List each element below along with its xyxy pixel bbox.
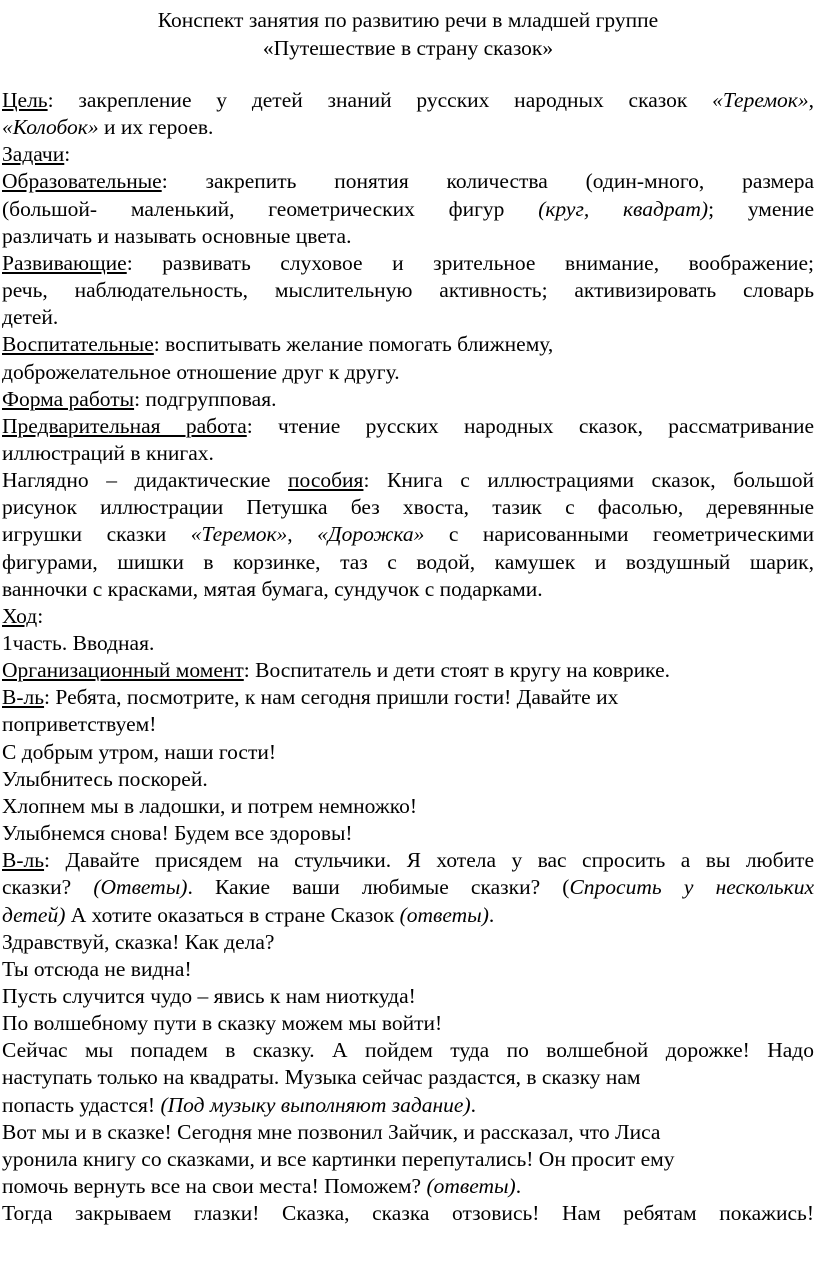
section-label: Образовательные [2, 169, 162, 194]
text-line [2, 86, 814, 114]
text-line [2, 222, 814, 250]
text-line [2, 873, 814, 901]
text-line [2, 602, 814, 630]
text-line [2, 955, 814, 983]
text-line [2, 548, 814, 576]
text-segment: : [37, 603, 44, 628]
text-segment: доброжелательное отношение друг к другу. [2, 359, 400, 384]
text-line [2, 1063, 814, 1091]
text-segment: : Ребята, посмотрите, к нам сегодня пришли гости! Давайте их [44, 685, 619, 710]
section-label: пособия [288, 468, 364, 493]
text-line [2, 520, 814, 548]
section-label: Задачи [2, 142, 65, 167]
section-label: Цель [2, 88, 48, 112]
italic-text: детей) [2, 902, 66, 927]
text-segment: : Книга с иллюстрациями сказок, большой [363, 468, 815, 493]
text-segment: сказки? [2, 875, 94, 900]
text-segment: : чтение русских народных сказок, рассматривание [246, 413, 814, 438]
text-line [2, 412, 814, 440]
document-title-line-2: «Путешествие в страну сказок» [262, 36, 554, 60]
text-line [2, 385, 814, 413]
text-segment: . [470, 1092, 476, 1117]
section-label: В-ль [2, 685, 45, 710]
text-segment: Ты отсюда не видна! [2, 956, 192, 981]
text-segment: фигурами, шишки в корзинке, таз с водой, камушек и воздушный шарик, [2, 549, 814, 574]
italic-text: (ответы) [399, 902, 489, 927]
section-label: Развивающие [2, 250, 127, 275]
text-line [2, 439, 814, 467]
text-segment: : закрепить понятия количества (один-много, размера [161, 169, 814, 194]
text-line [2, 1118, 814, 1146]
text-line [2, 1009, 814, 1037]
text-segment: По волшебному пути в сказку можем мы войти! [2, 1011, 443, 1036]
section-label: Предварительная работа [2, 413, 247, 438]
text-line [2, 846, 814, 874]
text-line [2, 276, 814, 304]
text-segment: : [64, 142, 71, 167]
text-segment: 1часть. Вводная. [2, 631, 155, 655]
text-line [2, 819, 814, 847]
text-line [2, 656, 814, 684]
text-segment: : закрепление у детей знаний русских народных сказок [47, 88, 713, 112]
text-line [2, 683, 814, 711]
text-line [2, 928, 814, 956]
text-line [2, 1036, 814, 1064]
italic-text: (Ответы) [93, 875, 188, 900]
text-segment: речь, наблюдательность, мыслительную активность; активизировать словарь [2, 278, 814, 303]
text-segment: детей. [2, 305, 59, 330]
section-label: Воспитательные [2, 332, 154, 357]
text-segment: уронила книгу со сказками, и все картинки перепутались! Он просит ему [2, 1146, 675, 1171]
text-line [2, 765, 814, 793]
text-segment: : воспитывать желание помогать ближнему, [153, 332, 554, 357]
text-segment: игрушки сказки [2, 522, 191, 547]
text-line [2, 1172, 814, 1200]
text-segment: рисунок иллюстрации Петушка без хвоста, тазик с фасолью, деревянные [2, 495, 814, 520]
text-line [2, 1145, 814, 1173]
italic-text: (круг, квадрат) [538, 196, 709, 221]
section-label: Форма работы [2, 386, 135, 411]
text-segment: попасть удастся! [2, 1092, 161, 1117]
italic-text: Спросить у нескольких [569, 875, 814, 900]
text-line [2, 330, 814, 358]
text-segment: , [808, 88, 814, 112]
text-segment: ; умение [708, 196, 814, 221]
text-segment: с нарисованными геометрическими [424, 522, 815, 547]
text-line [2, 629, 814, 657]
text-segment: наступать только на квадраты. Музыка сейчас раздастся, в сказку нам [2, 1065, 641, 1090]
text-line [2, 140, 814, 168]
text-line [2, 792, 814, 820]
text-segment: Сейчас мы попадем в сказку. А пойдем туда по волшебной дорожке! Надо [2, 1038, 814, 1063]
text-line [2, 1091, 814, 1119]
text-line [2, 493, 814, 521]
section-label: Ход [2, 603, 38, 628]
italic-text: (ответы) [426, 1174, 516, 1198]
text-line [2, 113, 814, 141]
text-segment: Улыбнемся снова! Будем все здоровы! [2, 821, 353, 846]
section-label: В-ль [2, 848, 45, 873]
text-segment: : подгрупповая. [134, 386, 277, 411]
document-title-line-1: Конспект занятия по развитию речи в младшей группе [157, 8, 659, 32]
text-segment: : Давайте присядем на стульчики. Я хотела у вас спросить а вы любите [44, 848, 814, 873]
text-line [2, 358, 814, 386]
text-segment: А хотите оказаться в стране Сказок [65, 902, 400, 927]
text-segment: Наглядно – дидактические [2, 468, 289, 493]
text-line [2, 195, 814, 223]
text-segment: поприветствуем! [2, 712, 157, 737]
text-line [2, 167, 814, 195]
section-label: Организационный момент [2, 658, 244, 683]
text-segment: С добрым утром, наши гости! [2, 739, 277, 764]
text-line [2, 982, 814, 1010]
text-segment: (большой- маленький, геометрических фигур [2, 196, 539, 221]
italic-text: «Дорожка» [317, 522, 425, 547]
text-segment: Пусть случится чудо – явись к нам ниоткуда! [2, 983, 416, 1008]
text-segment: различать и называть основные цвета. [2, 223, 352, 248]
italic-text: (Под музыку выполняют задание) [160, 1092, 471, 1117]
text-segment: Вот мы и в сказке! Сегодня мне позвонил Зайчик, и рассказал, что Лиса [2, 1119, 661, 1144]
italic-text: «Теремок» [190, 522, 288, 547]
text-segment: : Воспитатель и дети стоят в кругу на коврике. [243, 658, 670, 683]
text-line [2, 1199, 814, 1227]
text-segment: Хлопнем мы в ладошки, и потрем немножко! [2, 793, 417, 818]
text-line [2, 249, 814, 277]
text-line [2, 466, 814, 494]
text-segment: Тогда закрываем глазки! Сказка, сказка отзовись! Нам ребятам покажись! [2, 1201, 814, 1226]
italic-text: «Колобок» [2, 115, 99, 140]
text-line [2, 575, 814, 603]
text-line [2, 738, 814, 766]
italic-text: «Теремок» [712, 88, 809, 112]
text-line [2, 303, 814, 331]
text-segment: Улыбнитесь поскорей. [2, 766, 208, 791]
text-segment: . [515, 1174, 522, 1198]
text-segment: и их героев. [98, 115, 214, 140]
text-segment: , [287, 522, 318, 547]
text-segment: Здравствуй, сказка! Как дела? [2, 929, 275, 954]
text-segment: . Какие ваши любимые сказки? ( [187, 875, 570, 900]
text-segment: иллюстраций в книгах. [2, 440, 214, 465]
text-segment: ванночки с красками, мятая бумага, сундучок с подарками. [2, 576, 543, 601]
text-segment: . [488, 902, 495, 927]
text-line [2, 901, 814, 929]
text-segment: помочь вернуть все на свои места! Поможем? [2, 1174, 427, 1198]
text-segment: : развивать слуховое и зрительное внимание, воображение; [126, 250, 814, 275]
text-line [2, 710, 814, 738]
